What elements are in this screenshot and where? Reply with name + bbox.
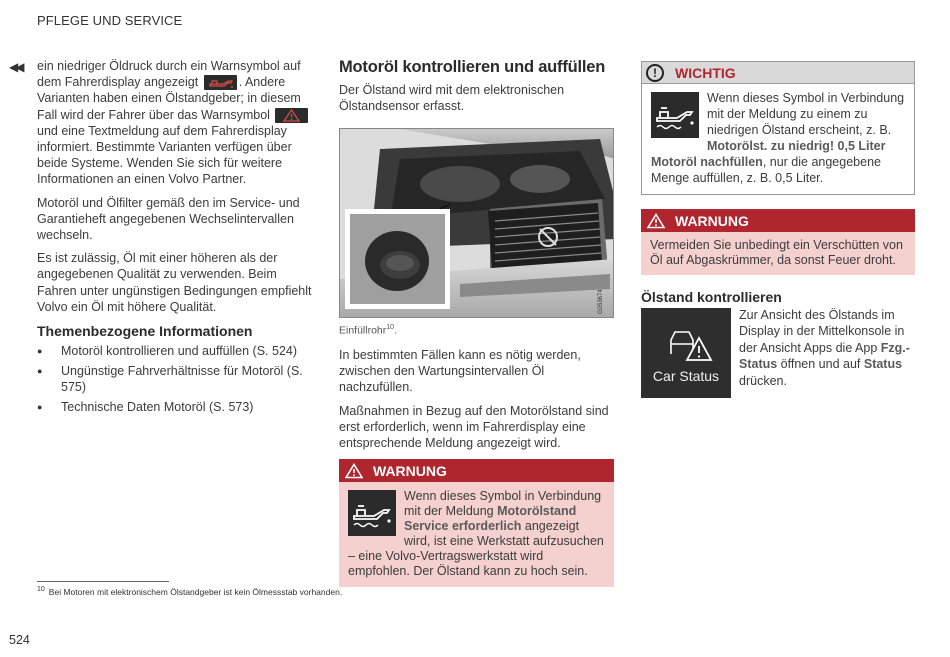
section-header: PFLEGE UND SERVICE — [37, 13, 183, 28]
warning-header: WARNUNG — [641, 209, 915, 232]
paragraph-oil-pressure: ein niedriger Öldruck durch ein Warnsymbol auf dem Fahrerdisplay angezeigt . Andere Varianten haben einen Ölstandgeber; in diesem Fall wird der Fahrer über das Warnsymbol und eine Textmeldung auf dem Fahrerdisplay informiert. Bestimmte Varianten verfügen über beide Systeme. Wenden Sie sich für weitere Informationen an einen Volvo Partner. — [37, 58, 313, 188]
footnote: $^{10}$ Bei Motoren mit elektronischem Ölstandgeber ist kein Ölmessstab vorhanden. — [37, 586, 343, 597]
paragraph-oil-change: Motoröl und Ölfilter gemäß den im Service- und Garantieheft angegebenen Wechselintervallen wechseln. — [37, 195, 300, 243]
paragraph-measures: Maßnahmen in Bezug auf den Motorölstand sind erst erforderlich, wenn im Fahrerdisplay eine entsprechende Meldung angezeigt wird. — [339, 403, 609, 450]
previous-page-icon[interactable]: ◀◀ — [9, 60, 22, 74]
related-link-conditions[interactable]: ● Ungünstige Fahrverhältnisse für Motoröl (S. 575) — [37, 363, 313, 395]
warning-header: WARNUNG — [339, 459, 614, 482]
warning-triangle-icon — [345, 463, 363, 479]
column-right — [641, 61, 915, 400]
paragraph-topup: In bestimmten Fällen kann es nötig werden, zwischen den Wartungsintervallen Öl nachzufüllen. — [339, 347, 581, 395]
oil-level-low-icon — [651, 92, 699, 138]
section-title: Motoröl kontrollieren und auffüllen — [339, 58, 606, 76]
column-left — [37, 58, 313, 419]
car-status-label: Car Status — [652, 367, 720, 384]
warning-box-service — [339, 459, 614, 587]
warning-body: Vermeiden Sie unbedingt ein Verschütten von Öl auf Abgaskrümmer, da sonst Feuer droht. — [641, 232, 915, 275]
oil-level-warning-icon — [348, 490, 396, 536]
warning-triangle-icon — [275, 108, 308, 123]
exclamation-circle-icon: ! — [646, 64, 664, 82]
warning-triangle-icon — [647, 213, 665, 229]
related-link-check-oil[interactable]: ● Motoröl kontrollieren und auffüllen (S. 524) — [37, 343, 313, 359]
footnote-divider — [37, 581, 169, 582]
related-link-specs[interactable]: ● Technische Daten Motoröl (S. 573) — [37, 399, 313, 415]
important-header: ! WICHTIG — [642, 62, 914, 84]
important-body: Wenn dieses Symbol in Verbindung mit der Meldung zu einem zu niedrigen Ölstand erscheint, z. B. Motorölst. zu niedrig! 0,5 Liter Motoröl nachfüllen, nur die angegebene Menge auffüllen, z. B. 0,5 Liter. — [651, 91, 905, 185]
page-number: 524 — [9, 633, 30, 647]
related-heading: Themenbezogene Informationen — [37, 323, 253, 340]
photo-code: G053674 — [598, 289, 604, 315]
car-status-app-icon[interactable] — [641, 308, 731, 398]
photo-caption: Einfüllrohr$^{10}$. — [339, 324, 397, 337]
footnote-ref[interactable]: 10 — [386, 324, 395, 332]
related-list — [37, 343, 313, 415]
oil-level-heading: Ölstand kontrollieren — [641, 289, 782, 305]
important-box — [641, 61, 915, 195]
engine-bay-photo — [339, 128, 614, 318]
paragraph-oil-quality: Es ist zulässig, Öl mit einer höheren als der angegebenen Qualität zu verwenden. Beim Fahren unter ungünstigen Bedingungen empfiehlt Volvo ein Öl mit höhere Qualität. — [37, 251, 312, 314]
oil-pressure-warning-icon — [204, 75, 237, 90]
warning-box-spill — [641, 209, 915, 275]
intro-paragraph: Der Ölstand wird mit dem elektronischen Ölstandsensor erfasst. — [339, 83, 565, 114]
paragraph-oil-level: Car Status Zur Ansicht des Ölstands im Display in der Mittelkonsole in der Ansicht Apps die App Fzg.-Status öffnen und auf Status drücken. — [641, 307, 915, 389]
column-middle — [339, 58, 614, 587]
warning-body: Wenn dieses Symbol in Verbindung mit der Meldung Motorölstand Service erforderlich angezeigt wird, ist eine Werkstatt aufzusuchen – eine Volvo-Vertragswerkstatt wird empfohlen. Der Ölstand kann zu hoch sein. — [339, 482, 614, 587]
